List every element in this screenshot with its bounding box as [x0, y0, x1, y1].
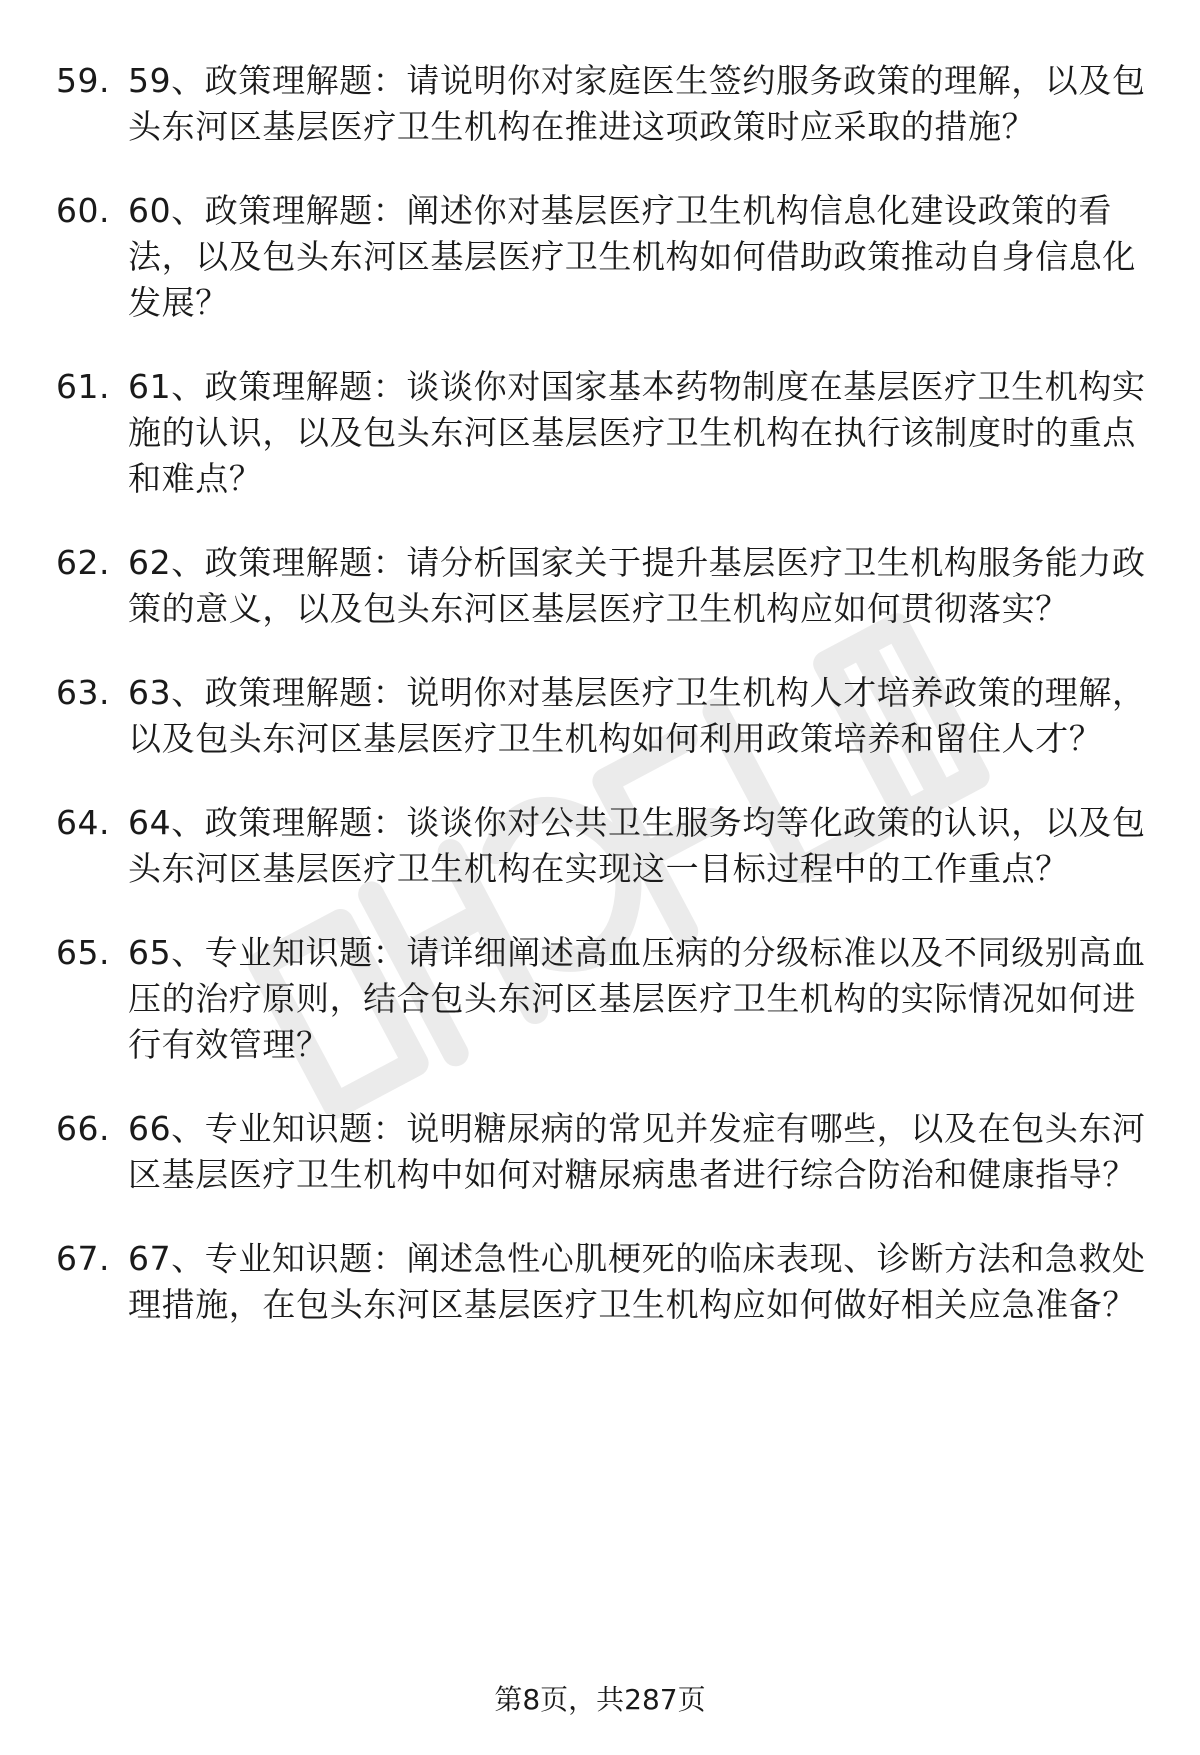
question-number: 66.	[56, 1109, 110, 1148]
question-item-66	[56, 1106, 1146, 1198]
question-item-59	[56, 58, 1146, 150]
question-number: 59.	[56, 61, 110, 100]
question-text: 65、专业知识题：请详细阐述高血压病的分级标准以及不同级别高血压的治疗原则，结合包头东河区基层医疗卫生机构的实际情况如何进行有效管理？	[128, 933, 1146, 1064]
question-item-63	[56, 670, 1146, 762]
question-text: 66、专业知识题：说明糖尿病的常见并发症有哪些，以及在包头东河区基层医疗卫生机构中如何对糖尿病患者进行综合防治和健康指导？	[128, 1109, 1146, 1194]
question-number: 67.	[56, 1239, 110, 1278]
question-item-64	[56, 800, 1146, 892]
question-text: 64、政策理解题：谈谈你对公共卫生服务均等化政策的认识，以及包头东河区基层医疗卫生机构在实现这一目标过程中的工作重点？	[128, 803, 1146, 888]
question-number: 62.	[56, 543, 110, 582]
question-list	[56, 58, 1146, 1366]
question-number: 63.	[56, 673, 110, 712]
question-number: 61.	[56, 367, 110, 406]
question-number: 65.	[56, 933, 110, 972]
question-item-65	[56, 930, 1146, 1068]
question-item-67	[56, 1236, 1146, 1328]
question-number: 60.	[56, 191, 110, 230]
question-item-60	[56, 188, 1146, 326]
question-text: 62、政策理解题：请分析国家关于提升基层医疗卫生机构服务能力政策的意义，以及包头东河区基层医疗卫生机构应如何贯彻落实？	[128, 543, 1146, 628]
question-item-61	[56, 364, 1146, 502]
question-text: 60、政策理解题：阐述你对基层医疗卫生机构信息化建设政策的看法，以及包头东河区基层医疗卫生机构如何借助政策推动自身信息化发展？	[128, 191, 1136, 322]
question-number: 64.	[56, 803, 110, 842]
question-text: 59、政策理解题：请说明你对家庭医生签约服务政策的理解，以及包头东河区基层医疗卫生机构在推进这项政策时应采取的措施？	[128, 61, 1146, 146]
question-text: 67、专业知识题：阐述急性心肌梗死的临床表现、诊断方法和急救处理措施，在包头东河区基层医疗卫生机构应如何做好相关应急准备？	[128, 1239, 1146, 1324]
question-item-62	[56, 540, 1146, 632]
page-number-footer: 第8页，共287页	[494, 1683, 706, 1716]
question-text: 63、政策理解题：说明你对基层医疗卫生机构人才培养政策的理解，以及包头东河区基层医疗卫生机构如何利用政策培养和留住人才？	[128, 673, 1146, 758]
question-text: 61、政策理解题：谈谈你对国家基本药物制度在基层医疗卫生机构实施的认识，以及包头东河区基层医疗卫生机构在执行该制度时的重点和难点？	[128, 367, 1146, 498]
